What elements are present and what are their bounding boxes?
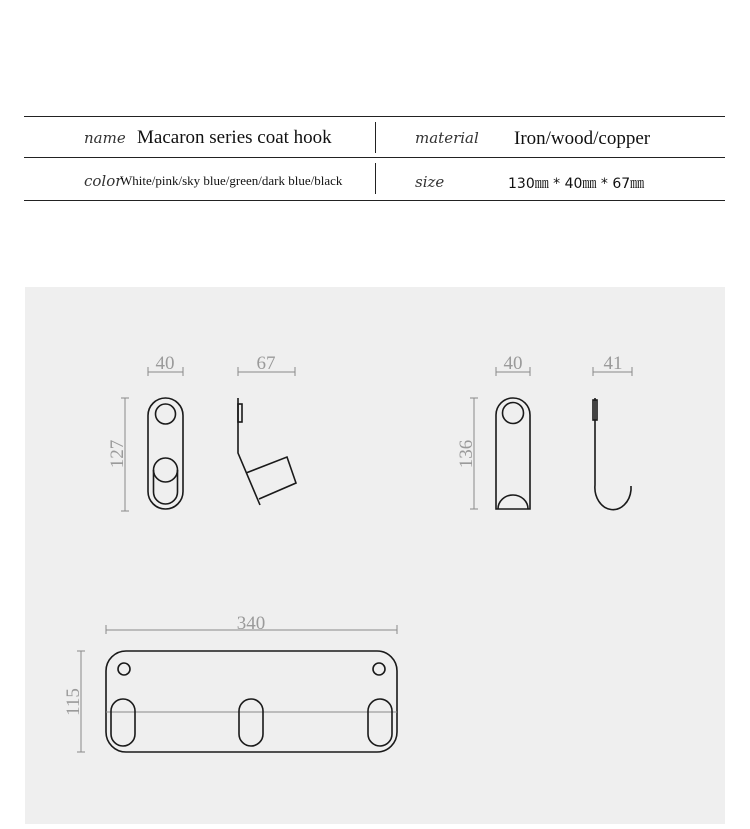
color-value: White/pink/sky blue/green/dark blue/black [120, 173, 343, 188]
name-label: name [84, 129, 126, 147]
triple-hook-height-dimension: 115 [63, 688, 84, 716]
j-hook-height-dimension: 136 [456, 439, 477, 469]
single-hook-width-dimension: 40 [155, 353, 175, 374]
technical-drawing-panel [25, 287, 725, 824]
j-hook-front-view [456, 353, 530, 509]
j-hook-depth-dimension: 41 [603, 353, 623, 374]
size-label: size [415, 173, 445, 191]
j-hook-side-view [593, 353, 632, 510]
spec-table [24, 116, 725, 201]
single-hook-depth-dimension: 67 [256, 353, 276, 374]
column-divider [375, 163, 376, 194]
name-value: Macaron series coat hook [137, 127, 332, 148]
single-hook-front-view [107, 353, 183, 511]
single-hook-side-view [238, 353, 296, 505]
single-hook-height-dimension: 127 [107, 439, 128, 469]
material-value: Iron/wood/copper [514, 128, 651, 149]
column-divider [375, 122, 376, 153]
triple-hook-front-view [63, 613, 397, 752]
technical-drawings [25, 287, 725, 824]
triple-hook-width-dimension: 340 [236, 613, 266, 634]
color-label: color [84, 172, 123, 190]
size-value: 130㎜ * 40㎜ * 67㎜ [508, 176, 645, 192]
j-hook-width-dimension: 40 [503, 353, 523, 374]
row-divider [24, 157, 725, 158]
material-label: material [415, 129, 479, 147]
